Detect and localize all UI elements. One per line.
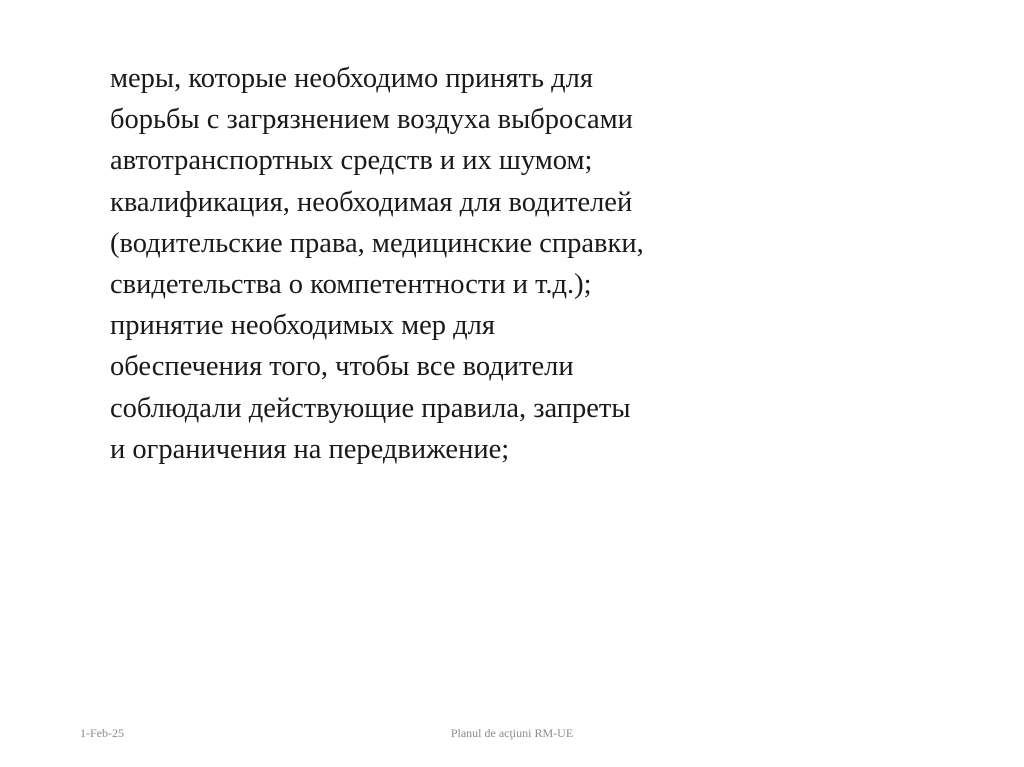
text-line: меры, которые необходимо принять для xyxy=(110,63,593,94)
slide-body-text xyxy=(110,58,810,470)
text-line: соблюдали действующие правила, запреты xyxy=(110,392,631,424)
text-line: автотранспортных средств и их шумом; xyxy=(110,145,593,177)
text-line: и ограничения на передвижение; xyxy=(110,433,510,465)
text-line: квалификация, необходимая для водителей xyxy=(110,186,633,218)
footer-date: 1-Feb-25 xyxy=(80,726,124,740)
text-line: борьбы с загрязнением воздуха выбросами xyxy=(110,104,633,136)
text-line: свидетельства о компетентности и т.д.); xyxy=(110,269,592,301)
text-line: обеспечения того, чтобы все водители xyxy=(110,351,574,383)
text-line: (водительские права, медицинские справки, xyxy=(110,227,644,259)
footer-title: Planul de acţiuni RM-UE xyxy=(450,726,574,740)
text-line: принятие необходимых мер для xyxy=(110,310,495,342)
